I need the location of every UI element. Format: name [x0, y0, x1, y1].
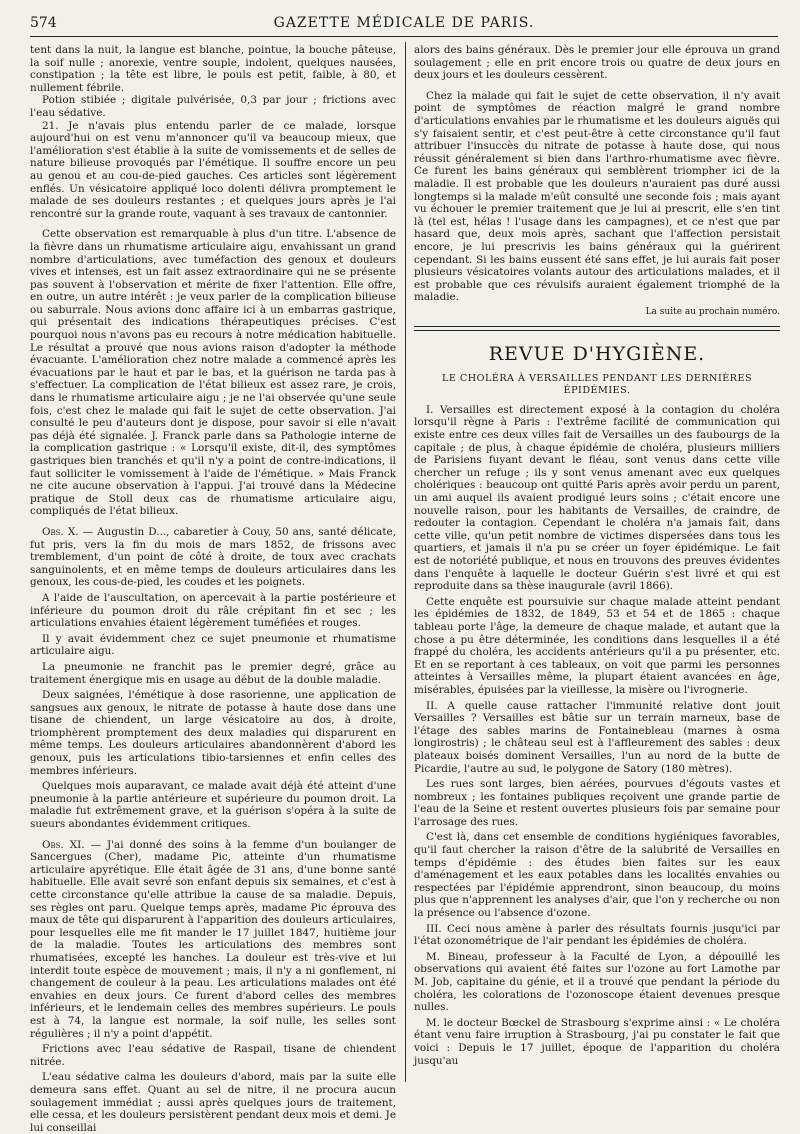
paragraph: La pneumonie ne franchit pas le premier degré, grâce au traitement énergique mis en usage au début de la double maladie.	[30, 660, 396, 686]
paragraph: L'eau sédative calma les douleurs d'abord, mais par la suite elle demeura sans effet. Quant au sel de nitre, il ne procura aucun soulagement immédiat ; aussi après quelques jours de traitement, elle cessa, et les douleurs persistèrent pendant deux mois et demi. Je lui conseillai	[30, 1071, 396, 1134]
paragraph: Chez la malade qui fait le sujet de cette observation, il n'y avait point de symptômes de réaction malgré le grand nombre d'articulations envahies par le rhumatisme et les douleurs aiguës qui s'y faisaient sentir, et c'est peut-être à cette circonstance qu'il faut attribuer l'insuccès du nitrate de potasse à haute dose, qui nous réussit généralement si bien dans l'arthro-rhumatisme avec fièvre. Ce furent les bains généraux qui semblèrent triompher ici de la maladie. Il est probable que les douleurs n'auraient pas duré aussi longtemps si la malade m'eût consulté une seconde fois ; mais ayant vu échouer le premier traitement que je lui ai prescrit, elle s'en tint là (tel est, hélas ! l'usage dans les campagnes), et ce n'est que par hasard que, deux mois après, sachant que l'affection persistait encore, je lui prescrivis les bains généraux qui la guérirent cependant. Si les bains eussent été sans effet, je lui aurais fait poser plusieurs vésicatoires volants autour des articulations malades, et il est probable que ces révulsifs auraient également triomphé de la maladie.	[414, 89, 780, 304]
paragraph: M. le docteur Bœckel de Strasbourg s'exprime ainsi : « Le choléra étant venu faire irruption à Strasbourg, j'ai pu constater le fait que voici : Depuis le 17 juillet, époque de l'apparition du choléra jusqu'au	[414, 1016, 780, 1067]
paragraph: Deux saignées, l'émétique à dose rasorienne, une application de sangsues aux genoux, le nitrate de potasse à haute dose dans une tisane de chiendent, un large vésicatoire au dos, à droite, triomphèrent promptement des deux maladies qui disparurent en même temps. Les douleurs articulaires abandonnèrent d'abord les genoux, puis les articulations tibio-tarsiennes et enfin celles des membres inférieurs.	[30, 689, 396, 777]
observation-label: Obs. X.	[42, 525, 79, 538]
paragraph: Cette observation est remarquable à plus d'un titre. L'absence de la fièvre dans un rhumatisme articulaire aigu, envahissant un grand nombre d'articulations, avec tuméfaction des genoux et douleurs vives et intenses, est un fait assez extraordinaire qui ne se présente pas souvent à l'observation et mérite de fixer l'attention. Elle offre, en outre, un autre intérêt : je veux parler de la complication bilieuse ou saburrale. Nous avions donc affaire ici à un embarras gastrique, qui présentait des indications thérapeutiques précises. C'est pourquoi nous n'avons pas eu recours à notre médication habituelle. Le résultat a prouvé que nous avions raison d'adopter la méthode évacuante. L'amélioration chez notre malade a commencé après les évacuations par le haut et par le bas, et la guérison ne tarda pas à s'effectuer. La complication de l'état bilieux est assez rare, je crois, dans le rhumatisme articulaire aigu ; je ne l'ai observée qu'une seule fois, c'est chez le malade qui fait le sujet de cette observation. J'ai consulté le peu d'auteurs dont je dispose, pour savoir si elle n'avait pas déjà été signalée. J. Franck parle dans sa Pathologie interne de la complication gastrique : « Lorsqu'il existe, dit-il, des symptômes gastriques bien tranchés et qu'il n'y a point de contre-indications, il faut solliciter le vomissement à l'aide de l'émétique. » Mais Franck ne cite aucune observation à l'appui. J'ai trouvé dans la Médecine pratique de Stoll deux cas de rhumatisme articulaire aigu, compliqués de l'état bilieux.	[30, 228, 396, 518]
section-subtitle: LE CHOLÉRA À VERSAILLES PENDANT LES DERNIÈRES ÉPIDÉMIES.	[441, 372, 753, 396]
observation-text: — Augustin D..., cabaretier à Couy, 50 ans, santé délicate, fut pris, vers la fin du mois de mars 1852, de frissons avec tremblement, d'un point de côté à droite, de toux avec crachats sanguinolents, et en même temps de douleurs articulaires dans les genoux, les cous-de-pied, les coudes et les poignets.	[30, 525, 396, 589]
observation-label: Obs. XI.	[42, 838, 85, 851]
section-title: REVUE D'HYGIÈNE.	[488, 342, 706, 365]
journal-title: GAZETTE MÉDICALE DE PARIS.	[273, 15, 535, 31]
paragraph: Potion stibiée ; digitale pulvérisée, 0,3 par jour ; frictions avec l'eau sédative.	[30, 94, 396, 119]
paragraph: tent dans la nuit, la langue est blanche, pointue, la bouche pâteuse, la soif nulle ; anorexie, ventre souple, indolent, quelques nausées, constipation ; la tête est libre, le pouls est petit, faible, à 80, et nullement fébrile.	[30, 44, 396, 94]
observation-text: — J'ai donné des soins à la femme d'un boulanger de Sancergues (Cher), madame Pic, atteinte d'un rhumatisme articulaire apyrétique. Elle était âgée de 31 ans, d'une bonne santé habituelle. Elle avait sevré son enfant depuis six semaines, et c'est à cette circonstance qu'elle attribue la cause de sa maladie. Depuis, ses règles ont paru. Quelque temps après, madame Pic éprouva des maux de tête qui disparurent à l'apparition des douleurs articulaires, pour lesquelles elle me fit mander le 17 juillet 1847, huitième jour de la maladie. Toutes les articulations des membres sont rhumatisées, excepté les hanches. La douleur est très-vive et lui interdit toute espèce de mouvement ; mais, il n'y a ni gonflement, ni changement de couleur à la peau. Les articulations malades ont été envahies en deux jours. Ce furent d'abord celles des membres inférieurs, et le lendemain celles des membres supérieurs. Le pouls est à 74, la langue est normale, la soif nulle, les selles sont régulières ; il n'y a point d'appétit.	[30, 838, 396, 1040]
observation-paragraph	[30, 839, 396, 1041]
paragraph: A l'aide de l'auscultation, on apercevait à la partie postérieure et inférieure du poumon droit du râle crépitant fin et sec ; les articulations envahies étaient légèrement tuméfiées et rouges.	[30, 591, 396, 630]
continued-notice: La suite au prochain numéro.	[645, 306, 780, 317]
paragraph: Les rues sont larges, bien aérées, pourvues d'égouts vastes et nombreux ; les fontaines publiques reçoivent une grande partie de l'eau de la Seine et restent ouvertes plusieurs fois par semaine pour l'arrosage des rues.	[414, 778, 780, 828]
left-column	[30, 44, 396, 1134]
page-header	[30, 12, 778, 37]
paragraph: C'est là, dans cet ensemble de conditions hygiéniques favorables, qu'il faut chercher la raison d'être de la salubrité de Versailles en temps d'épidémie : des études bien faites sur les eaux d'aménagement et les eaux potables dans les localités envahies ou respectées par l'épidémie apprendront, sinon beaucoup, du moins plus que n'apprennent les analyses d'air, que l'on y recherche ou non la présence ou l'absence d'ozone.	[414, 831, 780, 920]
section-rule	[414, 326, 780, 327]
paragraph: alors des bains généraux. Dès le premier jour elle éprouva un grand soulagement ; elle en prit encore trois ou quatre de deux jours en deux jours et les douleurs cessèrent.	[414, 44, 780, 82]
column-divider	[405, 42, 406, 1082]
paragraph: Quelques mois auparavant, ce malade avait déjà été atteint d'une pneumonie à la partie antérieure et supérieure du poumon droit. La maladie fut extrêmement grave, et la guérison s'opéra à la suite de sueurs abondantes évidemment critiques.	[30, 780, 396, 831]
paragraph: M. Bineau, professeur à la Faculté de Lyon, a dépouillé les observations qui avaient été faites sur l'ozone au fort Lamothe par M. Job, capitaine du génie, et il a trouvé que pendant la période du choléra, les colorations de l'ozonoscope étaient devenues presque nulles.	[414, 950, 780, 1014]
right-column	[414, 44, 780, 1084]
paragraph: Cette enquête est poursuivie sur chaque malade atteint pendant les épidémies de 1832, de 1849, 53 et 54 et de 1865 : chaque tableau porte l'âge, la demeure de chaque malade, et autant que la chose a pu être déterminée, les conditions dans lesquelles il a été frappé du choléra, les accidents antérieurs qu'il a pu présenter, etc. Et en se reportant à ces tableaux, on voit que parmi les personnes atteintes à Versailles même, la plupart étaient avancées en âge, misérables, épuisées par la vieillesse, la misère ou l'ivrognerie.	[414, 595, 780, 696]
paragraph: Frictions avec l'eau sédative de Raspail, tisane de chiendent nitrée.	[30, 1043, 396, 1068]
section-rule	[414, 330, 780, 331]
paragraph: III. Ceci nous amène à parler des résultats fournis jusqu'ici par l'état ozonométrique de l'air pendant les épidémies de choléra.	[414, 922, 780, 948]
paragraph: II. A quelle cause rattacher l'immunité relative dont jouit Versailles ? Versailles est bâtie sur un terrain marneux, base de l'étage des sables marins de Fontainebleau (marnes à osma longirostris) ; le château seul est à l'affleurement des sables : deux plateaux boisés dominent Versailles, l'un au nord de la butte de Picardie, l'autre au sud, le polygone de Satory (180 mètres).	[414, 699, 780, 775]
paragraph: Il y avait évidemment chez ce sujet pneumonie et rhumatisme articulaire aigu.	[30, 632, 396, 658]
paragraph: I. Versailles est directement exposé à la contagion du choléra lorsqu'il règne à Paris : l'extrême facilité de communication qui existe entre ces deux villes fait de Versailles un des faubourgs de la capitale ; de plus, à chaque épidémie de choléra, plusieurs milliers de Parisiens fuyant devant le fléau, sont venus dans cette ville chercher un refuge ; ils y sont venus amenant avec eux quelques cholériques : beaucoup ont quitté Paris après avoir perdu un parent, un ami auquel ils avaient prodigué leurs soins ; c'était encore une nouvelle raison, pour les habitants de Versailles, de craindre, de redouter la contagion. Cependant le choléra n'a jamais fait, dans cette ville, qu'un petit nombre de victimes dispersées dans tous les quartiers, et jamais il n'a pu se créer un foyer épidémique. Le fait est de notoriété publique, et nous en trouvons des preuves évidentes dans l'enquête à laquelle le docteur Guérin s'est livré et qui est reproduite dans sa thèse inaugurale (avril 1866).	[414, 403, 780, 593]
paragraph: 21. Je n'avais plus entendu parler de ce malade, lorsque aujourd'hui on est venu m'annoncer qu'il va beaucoup mieux, que l'amélioration s'est établie à la suite de vomissements et de selles de nature bilieuse provoqués par l'émétique. Il souffre encore un peu au genou et au cou-de-pied gauches. Ces articles sont légèrement enflés. Un vésicatoire appliqué loco dolenti délivra promptement le malade de ses douleurs restantes ; et quelques jours après je l'ai rencontré sur la grande route, vaquant à ses travaux de cantonnier.	[30, 119, 396, 220]
observation-paragraph	[30, 526, 396, 589]
page-number: 574	[30, 15, 57, 31]
